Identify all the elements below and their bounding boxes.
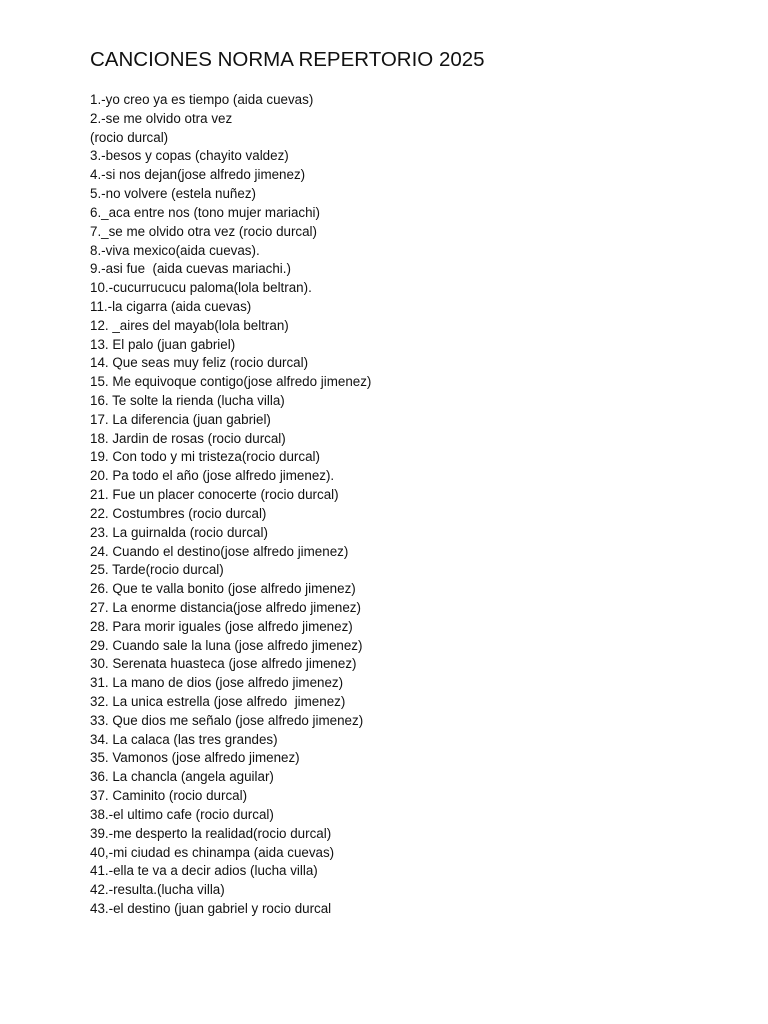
list-item: 39.-me desperto la realidad(rocio durcal) — [90, 825, 332, 841]
list-item: 42.-resulta.(lucha villa) — [90, 882, 225, 898]
list-item: 43.-el destino (juan gabriel y rocio durcal — [90, 900, 332, 916]
list-item: 24. Cuando el destino(jose alfredo jimenez) — [90, 543, 349, 559]
list-item: 27. La enorme distancia(jose alfredo jimenez) — [90, 599, 361, 615]
list-item: 8.-viva mexico(aida cuevas). — [90, 242, 260, 258]
list-item: 14. Que seas muy feliz (rocio durcal) — [90, 355, 309, 371]
list-item: 4.-si nos dejan(jose alfredo jimenez) — [90, 167, 306, 183]
document-title: CANCIONES NORMA REPERTORIO 2025 — [90, 48, 485, 71]
list-item: 20. Pa todo el año (jose alfredo jimenez). — [90, 468, 335, 484]
list-item: 41.-ella te va a decir adios (lucha villa) — [90, 863, 318, 879]
list-item: 28. Para morir iguales (jose alfredo jimenez) — [90, 618, 353, 634]
list-item: 18. Jardin de rosas (rocio durcal) — [90, 430, 286, 446]
list-item: 7._se me olvido otra vez (rocio durcal) — [90, 223, 317, 239]
list-item: 5.-no volvere (estela nuñez) — [90, 186, 256, 202]
list-item: 31. La mano de dios (jose alfredo jimenez) — [90, 675, 344, 691]
list-item: 32. La unica estrella (jose alfredo jimenez) — [90, 694, 346, 709]
list-item: 29. Cuando sale la luna (jose alfredo jimenez) — [90, 637, 363, 653]
list-item: 16. Te solte la rienda (lucha villa) — [90, 393, 285, 408]
list-item: 15. Me equivoque contigo(jose alfredo jimenez) — [90, 374, 372, 390]
list-item: 25. Tarde(rocio durcal) — [90, 562, 224, 578]
list-item: 36. La chancla (angela aguilar) — [90, 769, 274, 785]
list-item: 22. Costumbres (rocio durcal) — [90, 505, 267, 521]
list-item: 33. Que dios me señalo (jose alfredo jimenez) — [90, 712, 364, 728]
list-item: 19. Con todo y mi tristeza(rocio durcal) — [90, 449, 320, 465]
list-item: 10.-cucurrucucu paloma(lola beltran). — [90, 280, 312, 296]
list-item: 37. Caminito (rocio durcal) — [90, 788, 248, 804]
list-item: 6._aca entre nos (tono mujer mariachi) — [90, 204, 320, 220]
list-item: 38.-el ultimo cafe (rocio durcal) — [90, 806, 274, 822]
list-item: 21. Fue un placer conocerte (rocio durcal) — [90, 487, 339, 503]
list-item: (rocio durcal) — [90, 129, 169, 145]
list-item: 2.-se me olvido otra vez — [90, 110, 233, 126]
list-item: 13. El palo (juan gabriel) — [90, 336, 236, 352]
list-item: 11.-la cigarra (aida cuevas) — [90, 298, 252, 314]
song-list — [90, 91, 371, 919]
list-item: 9.-asi fue (aida cuevas mariachi.) — [90, 261, 291, 277]
list-item: 34. La calaca (las tres grandes) — [90, 731, 278, 747]
list-item: 1.-yo creo ya es tiempo (aida cuevas) — [90, 92, 314, 107]
list-item: 12. _aires del mayab(lola beltran) — [90, 317, 289, 333]
list-item: 23. La guirnalda (rocio durcal) — [90, 524, 268, 540]
list-item: 3.-besos y copas (chayito valdez) — [90, 148, 289, 164]
list-item: 35. Vamonos (jose alfredo jimenez) — [90, 750, 300, 766]
list-item: 17. La diferencia (juan gabriel) — [90, 411, 271, 427]
list-item: 26. Que te valla bonito (jose alfredo jimenez) — [90, 581, 356, 597]
list-item: 30. Serenata huasteca (jose alfredo jimenez) — [90, 656, 357, 672]
list-item: 40,-mi ciudad es chinampa (aida cuevas) — [90, 844, 335, 860]
